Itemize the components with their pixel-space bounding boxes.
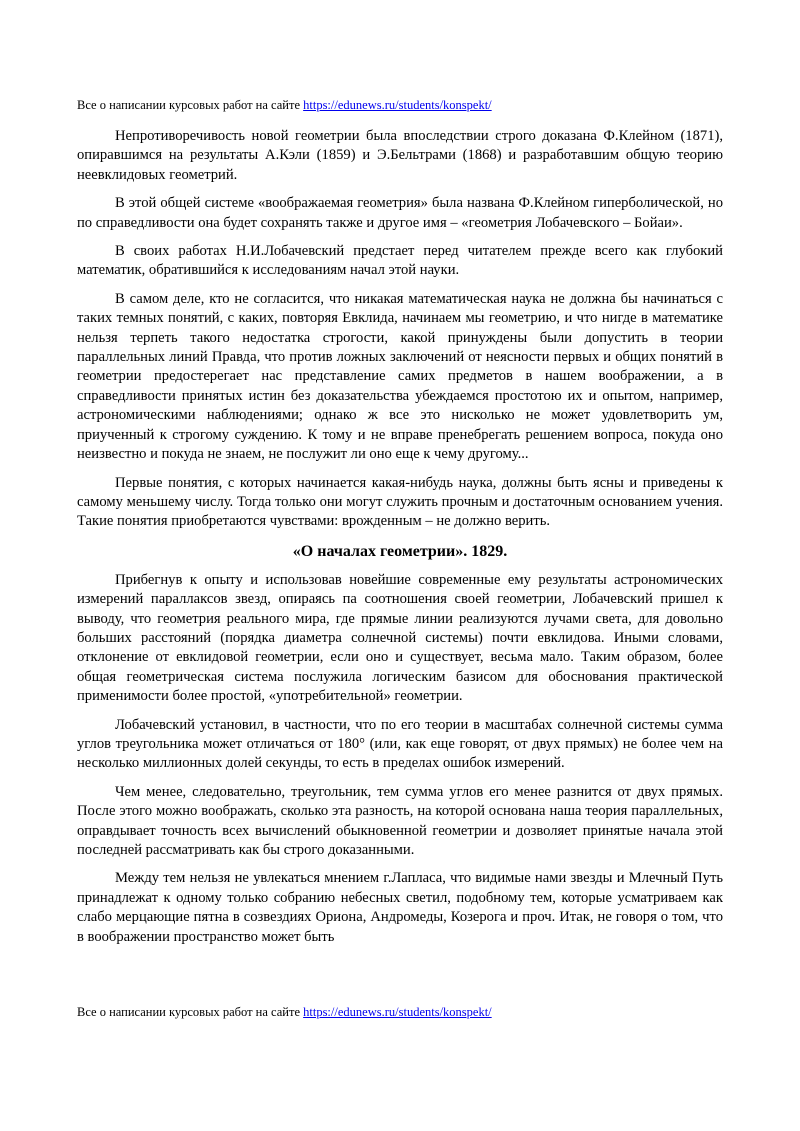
paragraph: Прибегнув к опыту и использовав новейшие современные ему результаты астрономических измерений параллаксов звезд, опираясь па соотношения своей геометрии, Лобачевский пришел к выводу, что геометрия реального мира, где прямые линии реализуются лучами света, для довольно больших расстояний (порядка диаметра солнечной системы) почти евклидова. Иными словами, отклонение от евклидовой геометрии, если оно и существует, весьма мало. Таким образом, более общая геометрическая система послужила логическим базисом для обоснования практической применимости более простой, «употребительной» геометрии.: [77, 571, 723, 705]
header-text: Все о написании курсовых работ на сайте: [77, 98, 304, 112]
paragraph: Лобачевский установил, в частности, что по его теории в масштабах солнечной системы сумма углов треугольника может отличаться от 180° (или, как еще говорят, от двух прямых) не более чем на несколько миллионных долей секунды, то есть в пределах ошибок измерений.: [77, 716, 723, 772]
paragraph: Первые понятия, с которых начинается какая-нибудь наука, должны быть ясны и приведены к самому меньшему числу. Тогда только они могут служить прочным и достаточным основанием учения. Такие понятия приобретаются чувствами: врожденным – не должно верить.: [77, 474, 723, 530]
paragraph: Чем менее, следовательно, треугольник, тем сумма углов его менее разнится от двух прямых. После этого можно воображать, сколько эта разность, на которой основана наша теория параллельных, оправдывает точность всех вычислений обыкновенной геометрии и дозволяет принятые начала этой последней рассматривать как бы строго доказанными.: [77, 783, 723, 858]
page-header: [77, 97, 492, 113]
paragraph: В своих работах Н.И.Лобачевский предстает перед читателем прежде всего как глубокий математик, обратившийся к исследованиям начал этой науки.: [77, 243, 723, 279]
footer-link[interactable]: https://edunews.ru/students/konspekt/: [303, 1005, 492, 1019]
paragraph: Непротиворечивость новой геометрии была впоследствии строго доказана Ф.Клейном (1871), опиравшимся на результаты А.Кэли (1859) и Э.Бельтрами (1868) и разработавшим общую теорию неевклидовых геометрий.: [77, 128, 723, 183]
paragraph: В самом деле, кто не согласится, что никакая математическая наука не должна бы начинаться с таких темных понятий, с каких, повторяя Евклида, начинаем мы геометрию, и что нигде в математике нельзя терпеть такого недостатка строгости, какой принуждены были допустить в теории параллельных линий Правда, что против ложных заключений от неясности первых и общих понятий в геометрии предостерегает нас представление самих предметов в нашем воображении, а в справедливости принятых истин без доказательства убеждаемся простотою их и опытом, например, астрономическими наблюдениями; однако ж все это нисколько не может удовлетворить ум, приученный к строгому суждению. К тому и не вправе пренебрегать решением вопроса, покуда оно неизвестно и покуда не знаем, не послужит ли оно еще к чему другому...: [77, 290, 723, 463]
paragraph: Между тем нельзя не увлекаться мнением г.Лапласа, что видимые нами звезды и Млечный Путь принадлежат к одному только собранию небесных светил, подобному тем, которые усматриваем как слабо мерцающие пятна в созвездиях Ориона, Андромеды, Козерога и проч. Итак, не говоря о том, что в воображении пространство может быть: [77, 870, 723, 945]
page-footer: [77, 1004, 492, 1020]
header-link[interactable]: https://edunews.ru/students/konspekt/: [303, 98, 492, 112]
paragraph: В этой общей системе «воображаемая геометрия» была названа Ф.Клейном гиперболической, но по справедливости она будет сохранять также и другое имя – «геометрия Лобачевского – Бойаи».: [77, 195, 723, 231]
footer-text: Все о написании курсовых работ на сайте: [77, 1005, 304, 1019]
section-heading: «О началах геометрии». 1829.: [292, 542, 508, 560]
page-body: [77, 127, 723, 956]
